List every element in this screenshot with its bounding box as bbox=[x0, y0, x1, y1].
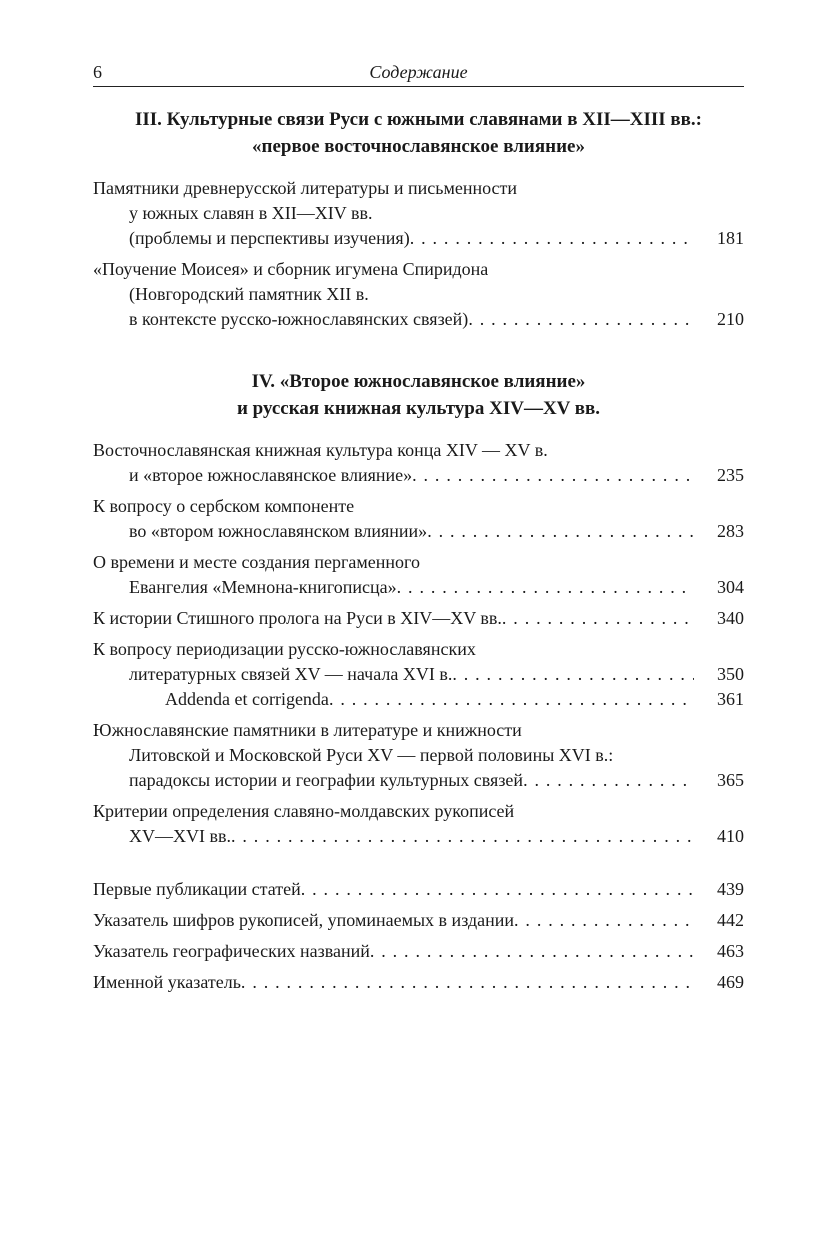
section-title-iii: III. Культурные связи Руси с южными славянами в XII—XIII вв.: «первое восточнославянское влияние» bbox=[135, 109, 702, 157]
toc-entry[interactable]: Южнославянские памятники в литературе и книжности Литовской и Московской Руси XV — первой половины XVI в.: парадоксы истории и географии культурных связей . . . 365 bbox=[93, 718, 744, 793]
page-ref: 181 bbox=[717, 228, 744, 248]
leader-dots bbox=[231, 824, 694, 849]
page-ref: 304 bbox=[717, 577, 744, 597]
page-ref: 365 bbox=[717, 770, 744, 790]
section-title-iv: IV. «Второе южнославянское влияние» и русская книжная культура XIV—XV вв. bbox=[236, 371, 601, 419]
leader-dots bbox=[397, 575, 694, 600]
page-ref: 340 bbox=[717, 608, 744, 628]
leader-dots bbox=[370, 939, 694, 964]
page-ref: 283 bbox=[717, 521, 744, 541]
table-of-contents bbox=[93, 106, 744, 1001]
leader-dots bbox=[412, 463, 694, 488]
leader-dots bbox=[514, 908, 694, 933]
toc-entry[interactable]: О времени и месте создания пергаменного Евангелия «Мемнона-книгописца» . . . 304 bbox=[93, 550, 744, 600]
toc-entry-back-matter[interactable]: Указатель шифров рукописей, упоминаемых в издании . . . 442 bbox=[93, 908, 744, 933]
running-header bbox=[93, 60, 744, 87]
toc-entry[interactable]: Восточнославянская книжная культура конца XIV — XV в. и «второе южнославянское влияние» . . . 235 bbox=[93, 438, 744, 488]
toc-entry-back-matter[interactable]: Именной указатель . . . 469 bbox=[93, 970, 744, 995]
leader-dots bbox=[468, 307, 694, 332]
toc-subentry[interactable]: Addenda et corrigenda . . . 361 bbox=[93, 687, 744, 712]
page-ref: 350 bbox=[717, 664, 744, 684]
page-ref: 410 bbox=[717, 826, 744, 846]
page-ref: 210 bbox=[717, 309, 744, 329]
page-ref: 361 bbox=[717, 689, 744, 709]
page-ref: 469 bbox=[717, 972, 744, 992]
page-ref: 439 bbox=[717, 879, 744, 899]
page-number: 6 bbox=[93, 62, 102, 82]
leader-dots bbox=[329, 687, 694, 712]
toc-entry[interactable]: К истории Стишного пролога на Руси в XIV—XV вв. . . . 340 bbox=[93, 606, 744, 631]
leader-dots bbox=[241, 970, 694, 995]
leader-dots bbox=[452, 662, 694, 687]
toc-entry[interactable]: Памятники древнерусской литературы и письменности у южных славян в XII—XIV вв. (проблемы и перспективы изучения) . . . 181 bbox=[93, 176, 744, 251]
leader-dots bbox=[502, 606, 694, 631]
leader-dots bbox=[301, 877, 694, 902]
toc-entry[interactable]: К вопросу о сербском компоненте во «втором южнославянском влиянии» . . . 283 bbox=[93, 494, 744, 544]
running-title: Содержание bbox=[369, 62, 468, 82]
toc-entry-back-matter[interactable]: Указатель географических названий . . . 463 bbox=[93, 939, 744, 964]
toc-entry[interactable]: Критерии определения славяно-молдавских рукописей XV—XVI вв. . . . 410 bbox=[93, 799, 744, 849]
page-ref: 463 bbox=[717, 941, 744, 961]
leader-dots bbox=[427, 519, 694, 544]
toc-entry[interactable]: «Поучение Моисея» и сборник игумена Спиридона (Новгородский памятник XII в. в контексте русско-южнославянских связей) . . . 210 bbox=[93, 257, 744, 332]
toc-entry-back-matter[interactable]: Первые публикации статей . . . 439 bbox=[93, 877, 744, 902]
page-ref: 442 bbox=[717, 910, 744, 930]
leader-dots bbox=[410, 226, 694, 251]
toc-entry[interactable]: К вопросу периодизации русско-южнославянских литературных связей XV — начала XVI в. . . . 350 Addenda et corrigenda . . . 361 bbox=[93, 637, 744, 712]
page-ref: 235 bbox=[717, 465, 744, 485]
leader-dots bbox=[523, 768, 694, 793]
